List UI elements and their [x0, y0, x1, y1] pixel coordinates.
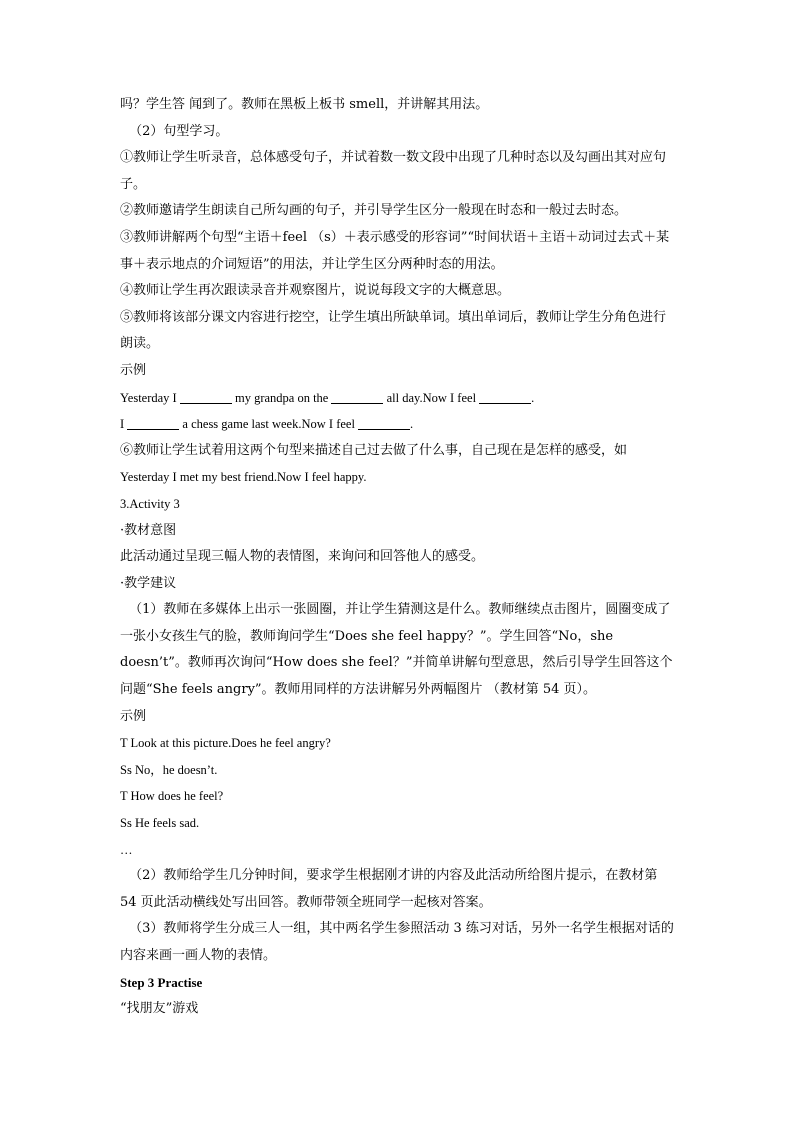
find-friends-game: “找朋友”游戏	[120, 1001, 199, 1017]
step-5: ⑤教师将该部分课文内容进行挖空，让学生填出所缺单词。填出单词后，教师让学生分角色进行朗读。	[120, 309, 667, 352]
fill-blank	[127, 415, 179, 430]
fill-blank	[479, 389, 531, 404]
material-intent-heading: ·教材意图	[120, 522, 177, 538]
suggestion-1: （1）教师在多媒体上出示一张圆圈，并让学生猜测这是什么。教师继续点击图片，圆圈变成了一张小女孩生气的脸，教师询问学生“Does she feel happy？”。学生回答“No，she doesn’t”。教师再次询问“How does she feel？”并简单讲解句型意思，然后引导学生回答这个问题“She feels angry”。教师用同样的方法讲解另外两幅图片 （教材第 54 页）。	[120, 602, 673, 698]
step-1: ①教师让学生听录音，总体感受句子，并试着数一数文段中出现了几种时态以及勾画出其对应句子。	[120, 150, 667, 192]
example-sentence-3: Yesterday I met my best friend.Now I feel happy.	[120, 470, 367, 485]
dialogue-line-4: Ss He feels sad.	[120, 816, 200, 831]
dialogue-line-3: T How does he feel?	[120, 789, 224, 804]
step-6: ⑥教师让学生试着用这两个句型来描述自己过去做了什么事，自己现在是怎样的感受，如	[120, 442, 628, 458]
section-sentence-learning: （2）句型学习。	[129, 123, 229, 139]
document-body	[120, 92, 676, 1023]
dialogue-line-2: Ss No，he doesn’t.	[120, 762, 218, 777]
example-sentence-2	[120, 411, 676, 438]
dialogue-ellipsis: …	[120, 842, 133, 857]
ex2-part-a: I	[120, 417, 125, 432]
ex1-part-d: .	[531, 390, 535, 405]
ex2-part-b: a chess game last week.Now I feel	[182, 417, 355, 432]
step-2: ②教师邀请学生朗读自己所勾画的句子，并引导学生区分一般现在时态和一般过去时态。	[120, 203, 628, 219]
example-label-2: 示例	[120, 708, 147, 724]
fill-blank	[358, 415, 410, 430]
teaching-suggestion-heading: ·教学建议	[120, 575, 177, 591]
example-label: 示例	[120, 362, 147, 378]
suggestion-2: （2）教师给学生几分钟时间，要求学生根据刚才讲的内容及此活动所给图片提示，在教材第 54 页此活动横线处写出回答。教师带领全班同学一起核对答案。	[120, 868, 658, 910]
dialogue-line-1: T Look at this picture.Does he feel angry?	[120, 736, 331, 751]
fill-blank	[180, 389, 232, 404]
ex1-part-a: Yesterday I	[120, 390, 177, 405]
step-3-practise-heading: Step 3 Practise	[120, 974, 203, 990]
ex1-part-b: my grandpa on the	[234, 390, 329, 405]
suggestion-3: （3）教师将学生分成三人一组，其中两名学生参照活动 3 练习对话，另外一名学生根据对话的内容来画一画人物的表情。	[120, 921, 674, 963]
step-4: ④教师让学生再次跟读录音并观察图片，说说每段文字的大概意思。	[120, 283, 511, 299]
ex2-part-c: .	[410, 417, 414, 432]
example-sentence-1	[120, 385, 676, 412]
activity-3-heading: 3.Activity 3	[120, 496, 180, 511]
fill-blank	[331, 389, 383, 404]
paragraph-smell: 吗？学生答 闻到了。教师在黑板上板书 smell，并讲解其用法。	[120, 97, 489, 112]
ex1-part-c: all day.Now I feel	[386, 390, 477, 405]
material-intent-text: 此活动通过呈现三幅人物的表情图，来询问和回答他人的感受。	[120, 549, 485, 565]
step-3: ③教师讲解两个句型“主语＋feel （s）＋表示感受的形容词”“时间状语＋主语＋动词过去式＋某事＋表示地点的介词短语”的用法，并让学生区分两种时态的用法。	[120, 229, 670, 272]
